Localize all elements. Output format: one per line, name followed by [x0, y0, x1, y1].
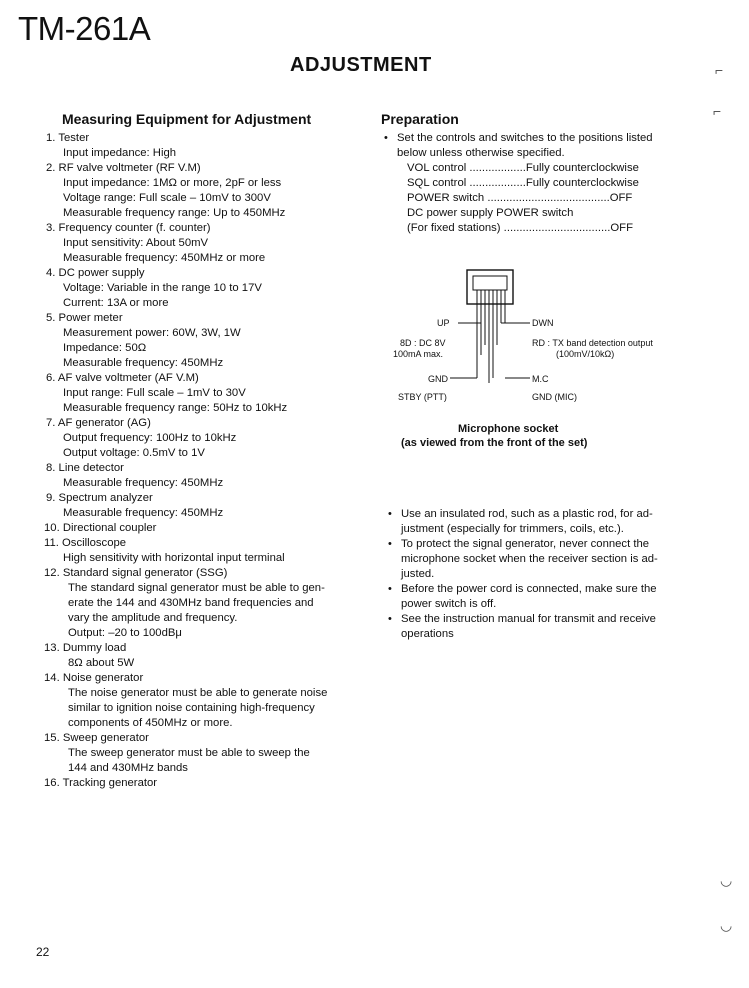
equipment-line: 11. Oscilloscope: [44, 537, 127, 549]
note-line: power switch is off.: [401, 598, 497, 610]
note-line: Before the power cord is connected, make sure the: [401, 583, 657, 595]
equipment-line: Impedance: 50Ω: [63, 342, 147, 354]
bullet: •: [388, 613, 392, 625]
equipment-line: erate the 144 and 430MHz band frequencies and: [68, 597, 314, 609]
equipment-line: Measurable frequency: 450MHz: [63, 357, 224, 369]
diagram-caption: Microphone socket: [458, 423, 559, 435]
note-line: See the instruction manual for transmit and receive: [401, 613, 656, 625]
label-dwn: DWN: [532, 318, 554, 328]
label-gnd-mic: GND (MIC): [532, 392, 577, 402]
note-line: operations: [401, 628, 454, 640]
equipment-line: Measurable frequency: 450MHz: [63, 507, 224, 519]
equipment-line: High sensitivity with horizontal input terminal: [63, 552, 285, 564]
note-line: To protect the signal generator, never connect the: [401, 538, 650, 550]
preparation-line: SQL control ..................Fully counterclockwise: [407, 177, 639, 189]
equipment-line: Input impedance: 1MΩ or more, 2pF or less: [63, 177, 282, 189]
equipment-line: 6. AF valve voltmeter (AF V.M): [46, 372, 199, 384]
preparation-line: POWER switch .......................................OFF: [407, 192, 633, 204]
equipment-line: 5. Power meter: [46, 312, 123, 324]
equipment-line: 12. Standard signal generator (SSG): [44, 567, 228, 579]
scan-mark: ⌐: [713, 103, 722, 119]
equipment-line: similar to ignition noise containing high-frequency: [68, 702, 315, 714]
equipment-line: The sweep generator must be able to sweep the: [68, 747, 310, 759]
preparation-line: DC power supply POWER switch: [407, 207, 574, 219]
equipment-line: Input sensitivity: About 50mV: [63, 237, 209, 249]
equipment-line: 144 and 430MHz bands: [68, 762, 188, 774]
socket-pin-block: [473, 276, 507, 290]
preparation-line: (For fixed stations) ..................................OFF: [407, 222, 633, 234]
equipment-line: Current: 13A or more: [63, 297, 169, 309]
equipment-line: 2. RF valve voltmeter (RF V.M): [46, 162, 201, 174]
page-number: 22: [36, 945, 50, 959]
equipment-line: 1. Tester: [46, 132, 90, 144]
equipment-line: Voltage: Variable in the range 10 to 17V: [63, 282, 262, 294]
equipment-heading: Measuring Equipment for Adjustment: [62, 111, 312, 127]
scan-mark: ◡: [720, 872, 733, 888]
label-up: UP: [437, 318, 450, 328]
preparation-line: below unless otherwise specified.: [397, 147, 565, 159]
scan-mark: ◡: [720, 917, 733, 933]
model-number: TM-261A: [18, 10, 151, 47]
equipment-line: 10. Directional coupler: [44, 522, 157, 534]
equipment-line: Output voltage: 0.5mV to 1V: [63, 447, 205, 459]
preparation-line: Set the controls and switches to the positions listed: [397, 132, 653, 144]
equipment-line: 13. Dummy load: [44, 642, 127, 654]
bullet: •: [384, 132, 388, 144]
equipment-line: The noise generator must be able to generate noise: [68, 687, 328, 699]
preparation-heading: Preparation: [381, 111, 459, 127]
label-8d-current: 100mA max.: [393, 349, 444, 359]
scan-mark: ⌐: [715, 62, 724, 78]
equipment-line: 8Ω about 5W: [68, 657, 135, 669]
equipment-line: 14. Noise generator: [44, 672, 144, 684]
equipment-line: Measurement power: 60W, 3W, 1W: [63, 327, 241, 339]
equipment-line: 16. Tracking generator: [44, 777, 158, 789]
note-line: justment (especially for trimmers, coils, etc.).: [401, 523, 624, 535]
label-8d: 8D : DC 8V: [400, 338, 446, 348]
equipment-line: components of 450MHz or more.: [68, 717, 233, 729]
bullet: •: [388, 583, 392, 595]
note-line: microphone socket when the receiver section is ad-: [401, 553, 658, 565]
label-rd: RD : TX band detection output: [532, 338, 653, 348]
equipment-line: 9. Spectrum analyzer: [46, 492, 153, 504]
equipment-line: 7. AF generator (AG): [46, 417, 151, 429]
note-line: Use an insulated rod, such as a plastic rod, for ad-: [401, 508, 653, 520]
diagram-subcaption: (as viewed from the front of the set): [401, 437, 588, 449]
equipment-line: Output frequency: 100Hz to 10kHz: [63, 432, 237, 444]
equipment-line: Measurable frequency: 450MHz: [63, 477, 224, 489]
equipment-line: 8. Line detector: [46, 462, 124, 474]
equipment-line: vary the amplitude and frequency.: [68, 612, 238, 624]
bullet: •: [388, 538, 392, 550]
bullet: •: [388, 508, 392, 520]
equipment-line: 3. Frequency counter (f. counter): [46, 222, 211, 234]
microphone-socket-diagram: [420, 265, 620, 395]
equipment-line: Measurable frequency range: 50Hz to 10kHz: [63, 402, 288, 414]
equipment-line: Measurable frequency range: Up to 450MHz: [63, 207, 286, 219]
page-title: ADJUSTMENT: [290, 54, 432, 76]
socket-outline: [467, 270, 513, 304]
label-gnd: GND: [428, 374, 448, 384]
equipment-line: 15. Sweep generator: [44, 732, 149, 744]
equipment-line: Measurable frequency: 450MHz or more: [63, 252, 266, 264]
equipment-line: 4. DC power supply: [46, 267, 145, 279]
equipment-line: Voltage range: Full scale – 10mV to 300V: [63, 192, 271, 204]
label-rd-level: (100mV/10kΩ): [556, 349, 615, 359]
label-stby: STBY (PTT): [398, 392, 447, 402]
equipment-line: Output: –20 to 100dBμ: [68, 627, 182, 639]
equipment-line: Input range: Full scale – 1mV to 30V: [63, 387, 246, 399]
label-mc: M.C: [532, 374, 549, 384]
preparation-line: VOL control ..................Fully counterclockwise: [407, 162, 639, 174]
equipment-line: The standard signal generator must be able to gen-: [68, 582, 325, 594]
equipment-line: Input impedance: High: [63, 147, 177, 159]
note-line: justed.: [401, 568, 435, 580]
